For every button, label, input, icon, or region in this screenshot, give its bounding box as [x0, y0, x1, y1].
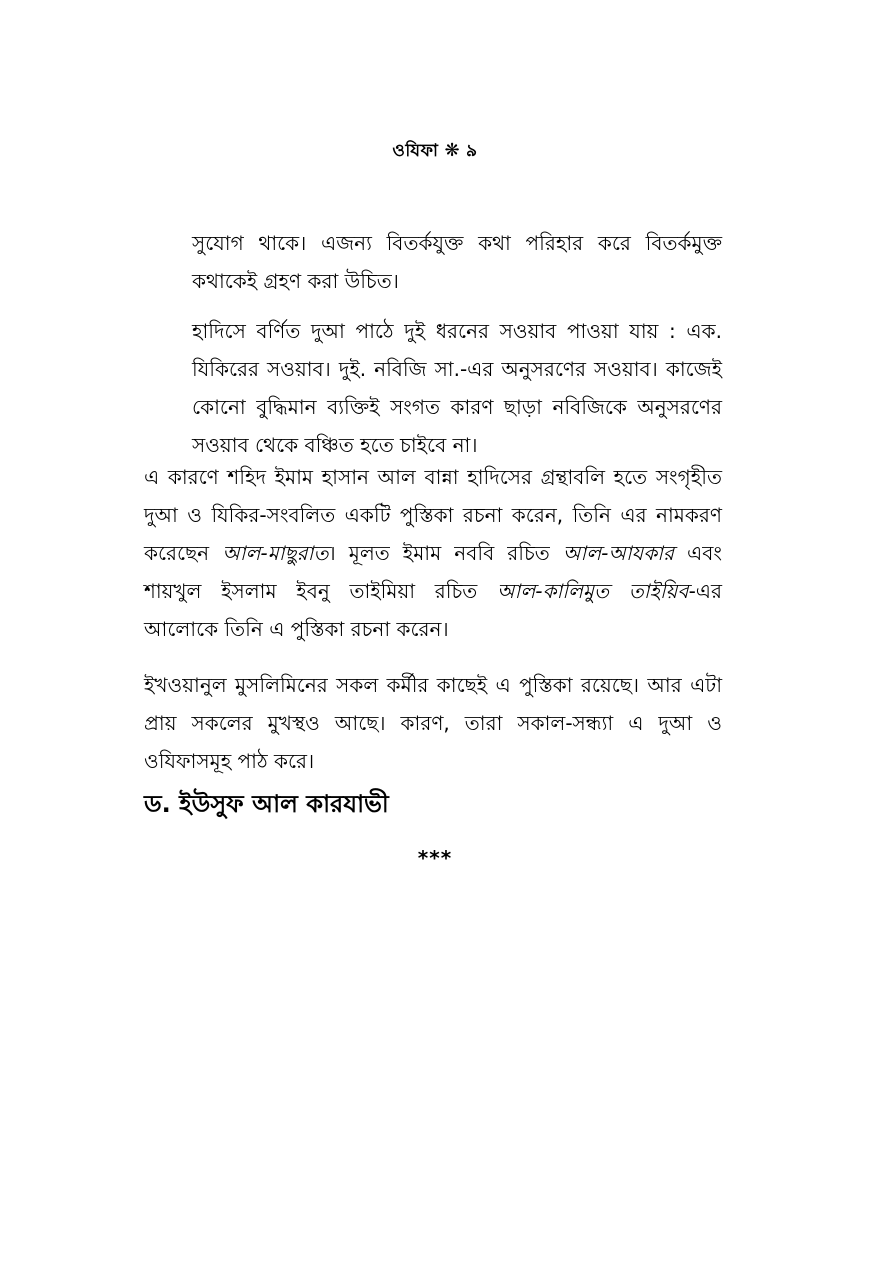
- body-text: [144, 458, 722, 798]
- running-header: [0, 138, 870, 166]
- header-title: ওযিফা: [392, 141, 439, 161]
- book-title-al-kalimut-tayyib: আল-কালিমুত তাইয়িব: [497, 579, 689, 603]
- block-quote: [192, 224, 722, 476]
- body-p1-part-c: এবং শায়খুল ইসলাম ইবনু তাইমিয়া রচিত: [144, 541, 723, 603]
- body-paragraph-2: ইখওয়ানুল মুসলিমিনের সকল কর্মীর কাছেই এ পুস্তিকা রয়েছে। আর এটা প্রায় সকলের মুখস্থও আছে। কারণ, তারা সকাল-সন্ধ্যা এ দুআ ও ওযিফাসমূহ পাঠ করে।: [144, 673, 722, 773]
- body-p1-part-d: -এর আলোকে তিনি এ পুস্তিকা রচনা করেন।: [144, 579, 722, 641]
- book-title-al-azkar: আল-আযকার: [562, 541, 674, 565]
- quote-paragraph-1: সুযোগ থাকে। এজন্য বিতর্কযুক্ত কথা পরিহার করে বিতর্কমুক্ত কথাকেই গ্রহণ করা উচিত।: [192, 231, 722, 293]
- section-end-mark: ***: [417, 846, 453, 870]
- author-name: ড. ইউসুফ আল কারযাভী: [144, 790, 389, 818]
- body-paragraph-1: [144, 458, 722, 648]
- asterism-icon: ❋: [444, 140, 461, 161]
- body-p1-part-a: এ কারণে শহিদ ইমাম হাসান আল বান্না হাদিসের গ্রন্থাবলি হতে সংগৃহীত দুআ ও যিকির-সংবলিত একটি পুস্তিকা রচনা করেন, তিনি এর নামকরণ করেছেন: [144, 465, 722, 565]
- quote-paragraph-2: হাদিসে বর্ণিত দুআ পাঠে দুই ধরনের সওয়াব পাওয়া যায় : এক. যিকিরের সওয়াব। দুই. নবিজি সা.-এর অনুসরণের সওয়াব। কাজেই কোনো বুদ্ধিমান ব্যক্তিই সংগত কারণ ছাড়া নবিজিকে অনুসরণের সওয়াব থেকে বঞ্চিত হতে চাইবে না।: [192, 319, 722, 457]
- page-number: ৯: [466, 141, 478, 161]
- book-title-al-masurat: আল-মাছুরাত: [222, 541, 329, 565]
- body-p1-part-b: । মূলত ইমাম নববি রচিত: [328, 541, 563, 565]
